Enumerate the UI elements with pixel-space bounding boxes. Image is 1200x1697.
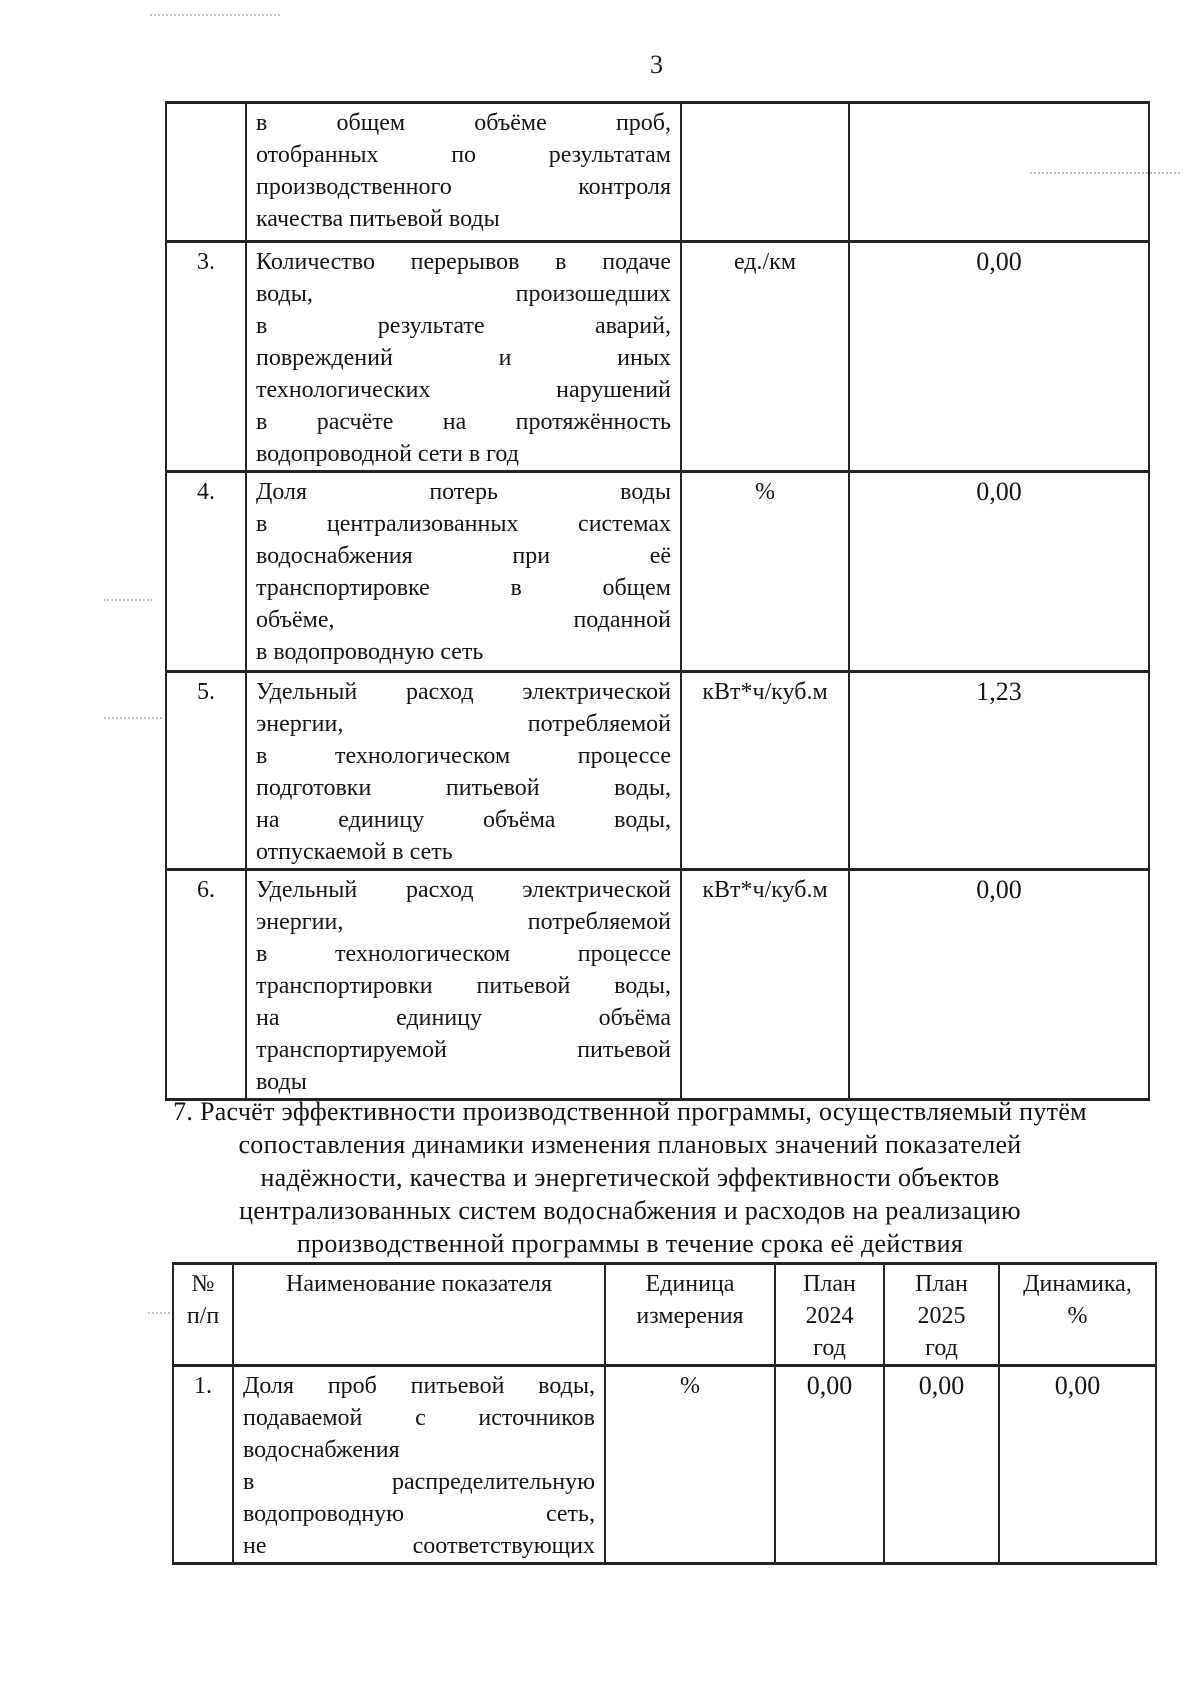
page-number: 3 bbox=[650, 50, 663, 79]
indicator-name-cell: Доля потерь воды в централизованных системах водоснабжения при её транспортировке в общем объёме, поданной в водопроводную сеть bbox=[246, 472, 681, 672]
unit-cell: % bbox=[605, 1366, 775, 1564]
dynamics-value-cell: 0,00 bbox=[999, 1366, 1156, 1564]
value-cell: 1,23 bbox=[849, 672, 1149, 870]
section-7-heading: 7. Расчёт эффективности производственной программы, осуществляемый путём сопоставления динамики изменения плановых значений показателей надёжности, качества и энергетической эффективности объектов централизованных систем водоснабжения и расходов на реализацию производственной программы в течение срока её действия bbox=[173, 1097, 1087, 1258]
row-number-cell: 4. bbox=[166, 472, 246, 672]
table-row bbox=[166, 870, 1149, 1100]
header-dynamics-cell: Динамика, % bbox=[999, 1264, 1156, 1366]
indicator-name-cell: в общем объёме проб, отобранных по результатам производственного контроля качества питьевой воды bbox=[246, 103, 681, 242]
plan-2024-value-cell: 0,00 bbox=[775, 1366, 884, 1564]
table-row bbox=[166, 672, 1149, 870]
table-header-row bbox=[173, 1264, 1156, 1366]
value-cell: 0,00 bbox=[849, 472, 1149, 672]
table-row bbox=[166, 103, 1149, 242]
header-unit-cell: Единица измерения bbox=[605, 1264, 775, 1366]
table-row bbox=[166, 242, 1149, 472]
row-number-cell: 1. bbox=[173, 1366, 233, 1564]
plan-2025-value-cell: 0,00 bbox=[884, 1366, 999, 1564]
indicator-name-cell: Удельный расход электрической энергии, потребляемой в технологическом процессе транспортировки питьевой воды, на единицу объёма транспортируемой питьевой воды bbox=[246, 870, 681, 1100]
header-plan-2025-cell: План 2025 год bbox=[884, 1264, 999, 1366]
header-plan-2024-cell: План 2024 год bbox=[775, 1264, 884, 1366]
indicator-name-cell: Доля проб питьевой воды, подаваемой с источников водоснабжения в распределительную водопроводную сеть, не соответствующих bbox=[233, 1366, 605, 1564]
value-cell: 0,00 bbox=[849, 242, 1149, 472]
scan-speckle bbox=[150, 14, 280, 16]
indicator-name-cell: Количество перерывов в подаче воды, произошедших в результате аварий, повреждений и иных технологических нарушений в расчёте на протяжённость водопроводной сети в год bbox=[246, 242, 681, 472]
header-name-cell: Наименование показателя bbox=[233, 1264, 605, 1366]
scan-speckle bbox=[104, 599, 152, 601]
header-number-cell: № п/п bbox=[173, 1264, 233, 1366]
row-number-cell: 5. bbox=[166, 672, 246, 870]
row-number-cell bbox=[166, 103, 246, 242]
unit-cell: кВт*ч/куб.м bbox=[681, 672, 849, 870]
table-row bbox=[166, 472, 1149, 672]
value-cell: 0,00 bbox=[849, 870, 1149, 1100]
table-row bbox=[173, 1366, 1156, 1564]
indicators-table bbox=[165, 101, 1150, 1101]
efficiency-calculation-table bbox=[172, 1262, 1157, 1565]
unit-cell: кВт*ч/куб.м bbox=[681, 870, 849, 1100]
unit-cell bbox=[681, 103, 849, 242]
row-number-cell: 3. bbox=[166, 242, 246, 472]
unit-cell: ед./км bbox=[681, 242, 849, 472]
indicator-name-cell: Удельный расход электрической энергии, потребляемой в технологическом процессе подготовки питьевой воды, на единицу объёма воды, отпускаемой в сеть bbox=[246, 672, 681, 870]
unit-cell: % bbox=[681, 472, 849, 672]
row-number-cell: 6. bbox=[166, 870, 246, 1100]
scan-speckle bbox=[148, 1312, 170, 1314]
scan-speckle bbox=[1030, 172, 1180, 174]
scan-speckle bbox=[104, 717, 162, 719]
